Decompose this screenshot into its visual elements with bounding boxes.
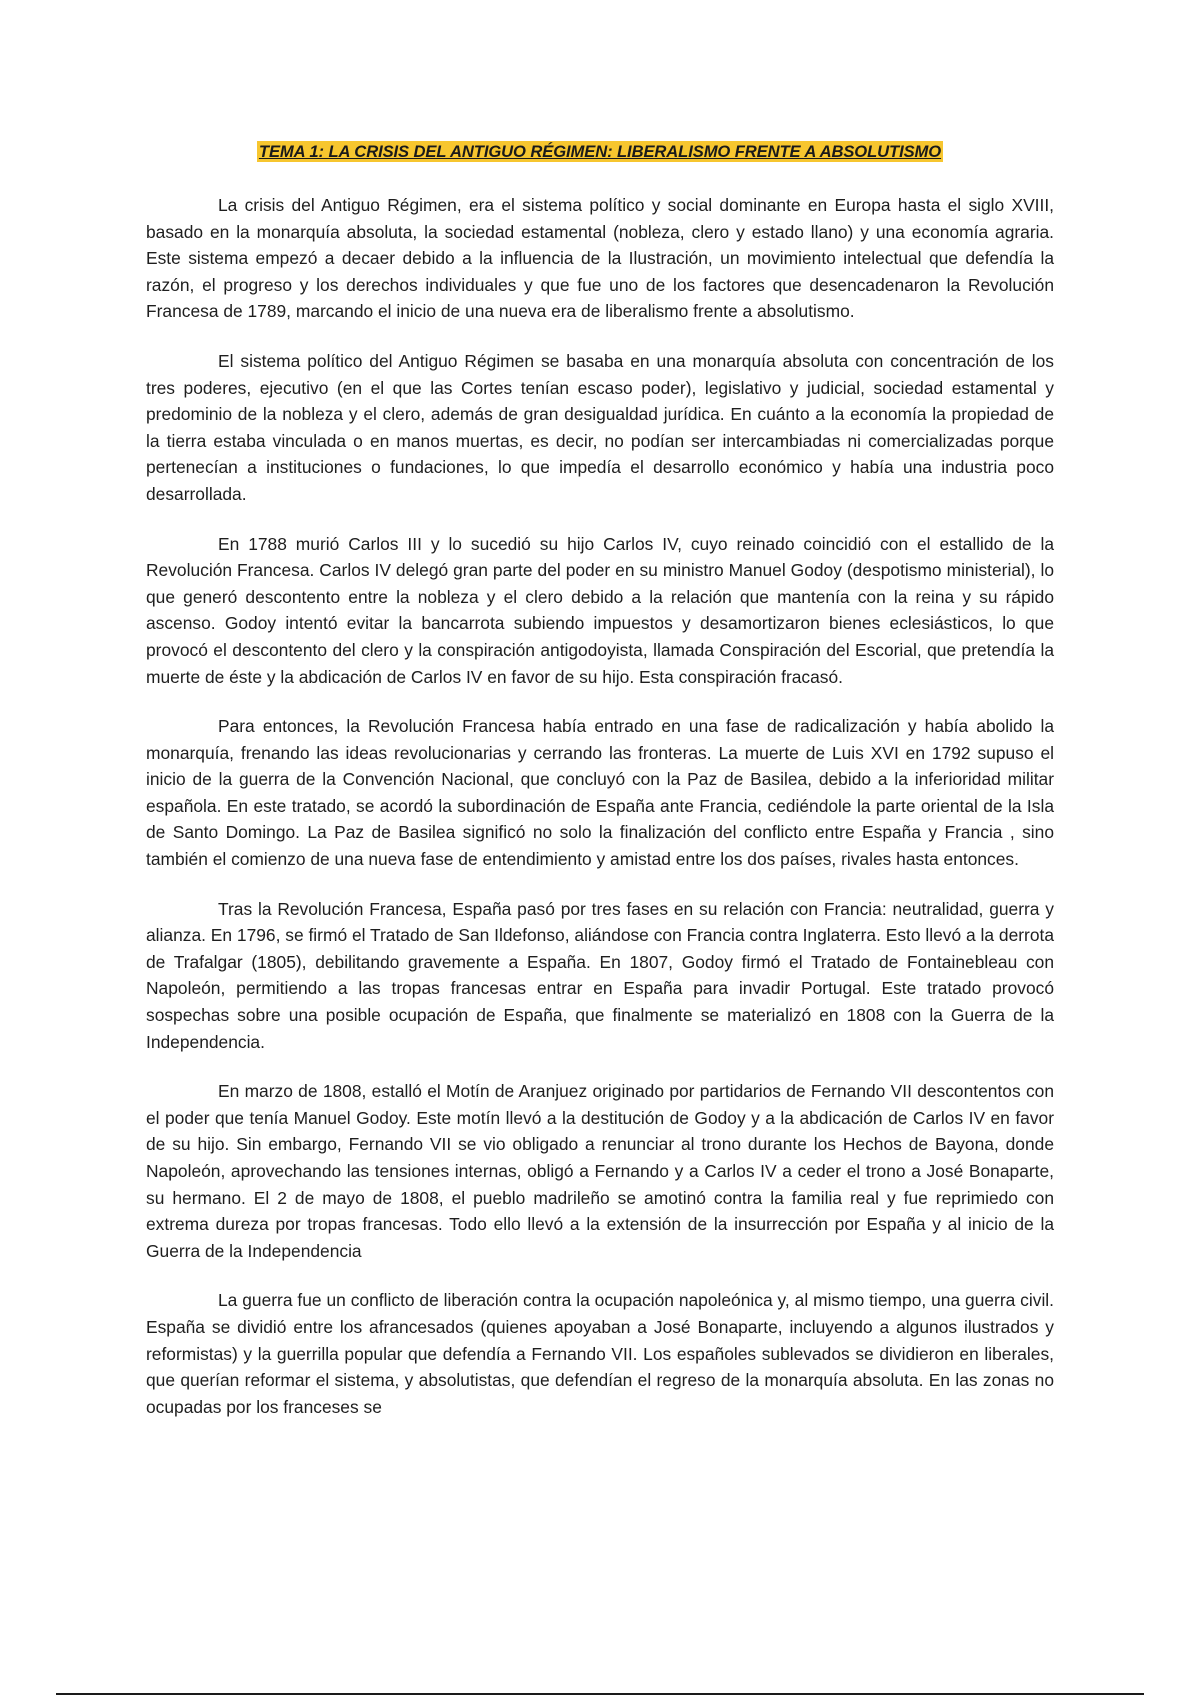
paragraph-3: En 1788 murió Carlos III y lo sucedió su hijo Carlos IV, cuyo reinado coincidió con el estallido de la Revolución Francesa. Carlos IV delegó gran parte del poder en su ministro Manuel Godoy (despotismo ministerial), lo que generó descontento entre la nobleza y el clero debido a la relación que mantenía con la reina y su rápido ascenso. Godoy intentó evitar la bancarrota subiendo impuestos y desamortizaron bienes eclesiásticos, lo que provocó el descontento del clero y la conspiración antigodoyista, llamada Conspiración del Escorial, que pretendía la muerte de éste y la abdicación de Carlos IV en favor de su hijo. Esta conspiración fracasó. xyxy=(146,533,1054,687)
document-page xyxy=(146,142,1054,1443)
paragraph-2: El sistema político del Antiguo Régimen se basaba en una monarquía absoluta con concentración de los tres poderes, ejecutivo (en el que las Cortes tenían escaso poder), legislativo y judicial, sociedad estamental y predominio de la nobleza y el clero, además de gran desigualdad jurídica. En cuánto a la economía la propiedad de la tierra estaba vinculada o en manos muertas, es decir, no podían ser intercambiadas ni comercializadas porque pertenecían a instituciones o fundaciones, lo que impedía el desarrollo económico y había una industria poco desarrollada. xyxy=(146,350,1054,504)
paragraph-6: En marzo de 1808, estalló el Motín de Aranjuez originado por partidarios de Fernando VII descontentos con el poder que tenía Manuel Godoy. Este motín llevó a la destitución de Godoy y a la abdicación de Carlos IV en favor de su hijo. Sin embargo, Fernando VII se vio obligado a renunciar al trono durante los Hechos de Bayona, donde Napoleón, aprovechando las tensiones internas, obligó a Fernando y a Carlos IV a ceder el trono a José Bonaparte, su hermano. El 2 de mayo de 1808, el pueblo madrileño se amotinó contra la familia real y fue reprimiedo con extrema dureza por tropas francesas. Todo ello llevó a la extensión de la insurrección por España y al inicio de la Guerra de la Independencia xyxy=(146,1081,1054,1261)
paragraph-1: La crisis del Antiguo Régimen, era el sistema político y social dominante en Europa hasta el siglo XVIII, basado en la monarquía absoluta, la sociedad estamental (nobleza, clero y estado llano) y una economía agraria. Este sistema empezó a decaer debido a la influencia de la Ilustración, un movimiento intelectual que defendía la razón, el progreso y los derechos individuales y que fue uno de los factores que desencadenaron la Revolución Francesa de 1789, marcando el inicio de una nueva era de liberalismo frente a absolutismo. xyxy=(146,195,1054,322)
title-container xyxy=(146,142,1054,162)
page-bottom-divider xyxy=(56,1693,1144,1695)
paragraph-7: La guerra fue un conflicto de liberación contra la ocupación napoleónica y, al mismo tiempo, una guerra civil. España se dividió entre los afrancesados (quienes apoyaban a José Bonaparte, incluyendo a algunos ilustrados y reformistas) y la guerrilla popular que defendía a Fernando VII. Los españoles sublevados se dividieron en liberales, que querían reformar el sistema, y absolutistas, que defendían el regreso de la monarquía absoluta. En las zonas no ocupadas por los franceses se xyxy=(146,1290,1054,1417)
paragraph-4: Para entonces, la Revolución Francesa había entrado en una fase de radicalización y había abolido la monarquía, frenando las ideas revolucionarias y cerrando las fronteras. La muerte de Luis XVI en 1792 supuso el inicio de la guerra de la Convención Nacional, que concluyó con la Paz de Basilea, debido a la inferioridad militar española. En este tratado, se acordó la subordinación de España ante Francia, cediéndole la parte oriental de la Isla de Santo Domingo. La Paz de Basilea significó no solo la finalización del conflicto entre España y Francia , sino también el comienzo de una nueva fase de entendimiento y amistad entre los dos países, rivales hasta entonces. xyxy=(146,716,1054,870)
document-title: TEMA 1: LA CRISIS DEL ANTIGUO RÉGIMEN: LIBERALISMO FRENTE A ABSOLUTISMO xyxy=(258,142,942,161)
paragraph-5: Tras la Revolución Francesa, España pasó por tres fases en su relación con Francia: neutralidad, guerra y alianza. En 1796, se firmó el Tratado de San Ildefonso, aliándose con Francia contra Inglaterra. Esto llevó a la derrota de Trafalgar (1805), debilitando gravemente a España. En 1807, Godoy firmó el Tratado de Fontainebleau con Napoleón, permitiendo a las tropas francesas entrar en España para invadir Portugal. Este tratado provocó sospechas sobre una posible ocupación de España, que finalmente se materializó en 1808 con la Guerra de la Independencia. xyxy=(146,898,1054,1052)
